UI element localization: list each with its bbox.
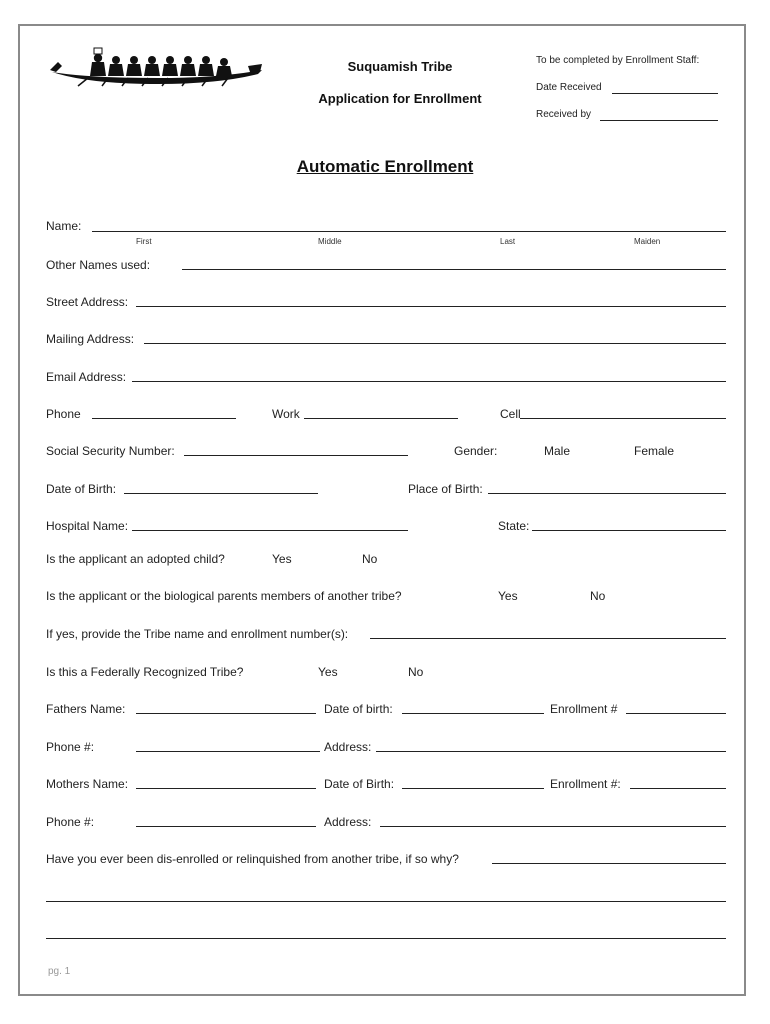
tribe-name-question: If yes, provide the Tribe name and enrollment number(s):	[46, 627, 349, 641]
mother-address-label: Address:	[324, 815, 372, 829]
gender-label: Gender:	[454, 444, 498, 458]
staff-heading: To be completed by Enrollment Staff:	[536, 55, 700, 66]
name-input[interactable]	[92, 231, 726, 232]
state-label: State:	[498, 519, 530, 533]
federal-question: Is this a Federally Recognized Tribe?	[46, 665, 244, 679]
mailing-input[interactable]	[144, 343, 726, 344]
mother-dob-label: Date of Birth:	[324, 777, 395, 791]
street-label: Street Address:	[46, 295, 129, 309]
disenrolled-input-line-2[interactable]	[46, 901, 726, 902]
fathers-name-input[interactable]	[136, 713, 316, 714]
father-phone-input[interactable]	[136, 751, 320, 752]
adopted-question: Is the applicant an adopted child?	[46, 552, 225, 566]
work-input[interactable]	[304, 418, 458, 419]
mailing-label: Mailing Address:	[46, 332, 135, 346]
father-address-input[interactable]	[376, 751, 726, 752]
disenrolled-question: Have you ever been dis-enrolled or relinquished from another tribe, if so why?	[46, 852, 459, 866]
disenrolled-input[interactable]	[492, 863, 726, 864]
mother-phone-label: Phone #:	[46, 815, 95, 829]
email-label: Email Address:	[46, 370, 127, 384]
hospital-input[interactable]	[132, 530, 408, 531]
mother-address-input[interactable]	[380, 826, 726, 827]
received-by-label: Received by	[536, 109, 592, 120]
federal-yes-option[interactable]: Yes	[318, 665, 338, 679]
cell-label: Cell	[500, 407, 521, 421]
canoe-logo-icon	[48, 44, 264, 88]
tribe-name-input[interactable]	[370, 638, 726, 639]
first-sublabel: First	[136, 237, 152, 246]
fathers-name-label: Fathers Name:	[46, 702, 126, 716]
cell-input[interactable]	[520, 418, 726, 419]
tribe-name: Suquamish Tribe	[347, 59, 453, 74]
ssn-input[interactable]	[184, 455, 408, 456]
phone-label: Phone	[46, 407, 81, 421]
father-enrollment-input[interactable]	[626, 713, 726, 714]
form-page	[18, 24, 746, 996]
pob-label: Place of Birth:	[408, 482, 483, 496]
other-tribe-yes-option[interactable]: Yes	[498, 589, 518, 603]
hospital-label: Hospital Name:	[46, 519, 129, 533]
email-input[interactable]	[132, 381, 726, 382]
disenrolled-input-line-3[interactable]	[46, 938, 726, 939]
state-input[interactable]	[532, 530, 726, 531]
other-tribe-no-option[interactable]: No	[590, 589, 606, 603]
maiden-sublabel: Maiden	[634, 237, 661, 246]
other-tribe-question: Is the applicant or the biological parents members of another tribe?	[46, 589, 402, 603]
mother-dob-input[interactable]	[402, 788, 544, 789]
father-enrollment-label: Enrollment #	[550, 702, 618, 716]
mother-enrollment-input[interactable]	[630, 788, 726, 789]
other-names-label: Other Names used:	[46, 258, 151, 272]
mothers-name-label: Mothers Name:	[46, 777, 129, 791]
dob-label: Date of Birth:	[46, 482, 117, 496]
date-received-label: Date Received	[536, 82, 602, 93]
mother-phone-input[interactable]	[136, 826, 316, 827]
received-by-line[interactable]	[600, 120, 718, 121]
other-names-input[interactable]	[182, 269, 726, 270]
gender-female-option[interactable]: Female	[634, 444, 675, 458]
street-input[interactable]	[136, 306, 726, 307]
work-label: Work	[272, 407, 300, 421]
dob-input[interactable]	[124, 493, 318, 494]
father-address-label: Address:	[324, 740, 372, 754]
form-title: Application for Enrollment	[318, 91, 482, 106]
adopted-yes-option[interactable]: Yes	[272, 552, 292, 566]
pob-input[interactable]	[488, 493, 726, 494]
federal-no-option[interactable]: No	[408, 665, 424, 679]
page-number: pg. 1	[48, 966, 71, 977]
father-dob-label: Date of birth:	[324, 702, 393, 716]
mothers-name-input[interactable]	[136, 788, 316, 789]
father-dob-input[interactable]	[402, 713, 544, 714]
gender-male-option[interactable]: Male	[544, 444, 571, 458]
phone-input[interactable]	[92, 418, 236, 419]
last-sublabel: Last	[500, 237, 516, 246]
mother-enrollment-label: Enrollment #:	[550, 777, 621, 791]
name-label: Name:	[46, 219, 82, 233]
page-heading: Automatic Enrollment	[296, 157, 474, 176]
date-received-line[interactable]	[612, 93, 718, 94]
adopted-no-option[interactable]: No	[362, 552, 378, 566]
father-phone-label: Phone #:	[46, 740, 95, 754]
ssn-label: Social Security Number:	[46, 444, 175, 458]
middle-sublabel: Middle	[318, 237, 342, 246]
